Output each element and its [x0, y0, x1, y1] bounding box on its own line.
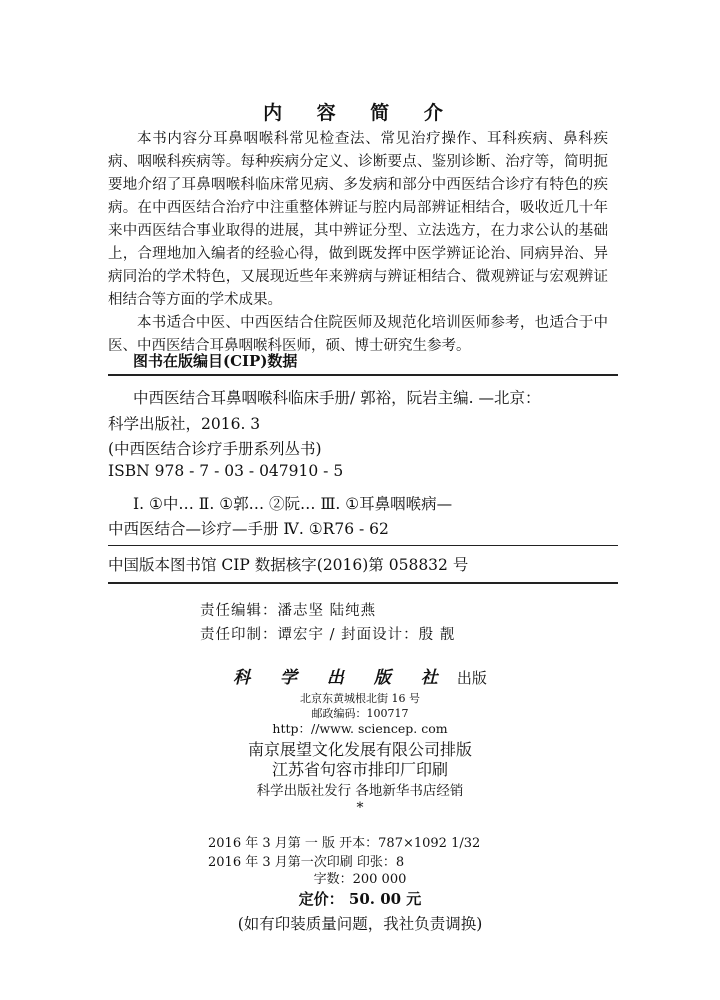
price: 定价： 50. 00 元	[298, 890, 422, 908]
responsible-editor: 责任编辑：潘志坚 陆纯燕	[200, 603, 377, 619]
distribution-info: 科学出版社发行 各地新华书店经销	[256, 783, 464, 799]
cip-classification-1: Ⅰ. ①中… Ⅱ. ①郭… ②阮… Ⅲ. ①耳鼻咽喉病—	[133, 495, 453, 513]
intro-paragraph-1: 本书内容分耳鼻咽喉科常见检查法、常见治疗操作、耳科疾病、鼻科疾病、咽喉科疾病等。每种疾病分定义、诊断要点、鉴别诊断、治疗等，简明扼要地介绍了耳鼻咽喉科临床常见病、多发病和部分中西医结合诊疗有特色的疾病。在中西医结合治疗中注重整体辨证与腔内局部辨证相结合，吸收近几十年来中西医结合事业取得的进展，其中辨证分型、立法选方，在力求公认的基础上，合理地加入编者的经验心得，做到既发挥中医学辨证论治、同病异治、异病同治的学术特色，又展现近些年来辨病与辨证相结合、微观辨证与宏观辨证相结合等方面的学术成果。	[108, 131, 608, 308]
quality-notice: (如有印装质量问题，我社负责调换)	[237, 915, 483, 933]
publisher-line	[0, 663, 720, 688]
intro-paragraph-2: 本书适合中医、中西医结合住院医师及规范化培训医师参考，也适合于中医、中西医结合耳鼻咽喉科医师，硕、博士研究生参考。	[108, 315, 608, 354]
page-title: 内 容 简 介	[263, 102, 457, 124]
intro-section	[108, 128, 608, 358]
typesetting-info: 南京展望文化发展有限公司排版	[247, 740, 472, 759]
cip-line-1: 中西医结合耳鼻咽喉科临床手册/ 郭裕，阮岩主编. —北京：	[133, 389, 541, 407]
impression-info: 2016 年 3 月第一次印刷 印张：8	[208, 855, 405, 870]
cip-bottom-rule	[108, 582, 618, 584]
publisher-address: 北京东黄城根北街 16 号	[300, 692, 420, 705]
responsible-printing: 责任印制：谭宏宇 / 封面设计：殷 靓	[200, 627, 456, 643]
publisher-postcode: 邮政编码：100717	[311, 707, 409, 720]
cip-series: (中西医结合诊疗手册系列丛书)	[108, 440, 322, 458]
word-count: 字数：200 000	[313, 872, 407, 887]
publisher-logo: 科 学 出 版 社	[233, 668, 450, 688]
edition-info: 2016 年 3 月第 一 版 开本：787×1092 1/32	[208, 836, 481, 851]
cip-heading: 图书在版编目(CIP)数据	[133, 352, 298, 370]
cip-middle-rule	[108, 545, 618, 546]
printing-info: 江苏省句容市排印厂印刷	[271, 760, 448, 779]
cip-classification-2: 中西医结合—诊疗—手册 Ⅳ. ①R76 - 62	[108, 520, 389, 538]
separator-star: *	[356, 800, 364, 816]
publish-label: 出版	[456, 669, 487, 687]
publisher-url: http：//www. sciencep. com	[272, 721, 448, 736]
cip-library-number: 中国版本图书馆 CIP 数据核字(2016)第 058832 号	[108, 556, 469, 574]
cip-line-2: 科学出版社，2016. 3	[108, 415, 261, 433]
cip-top-rule	[108, 374, 618, 376]
cip-isbn: ISBN 978 - 7 - 03 - 047910 - 5	[108, 462, 344, 480]
